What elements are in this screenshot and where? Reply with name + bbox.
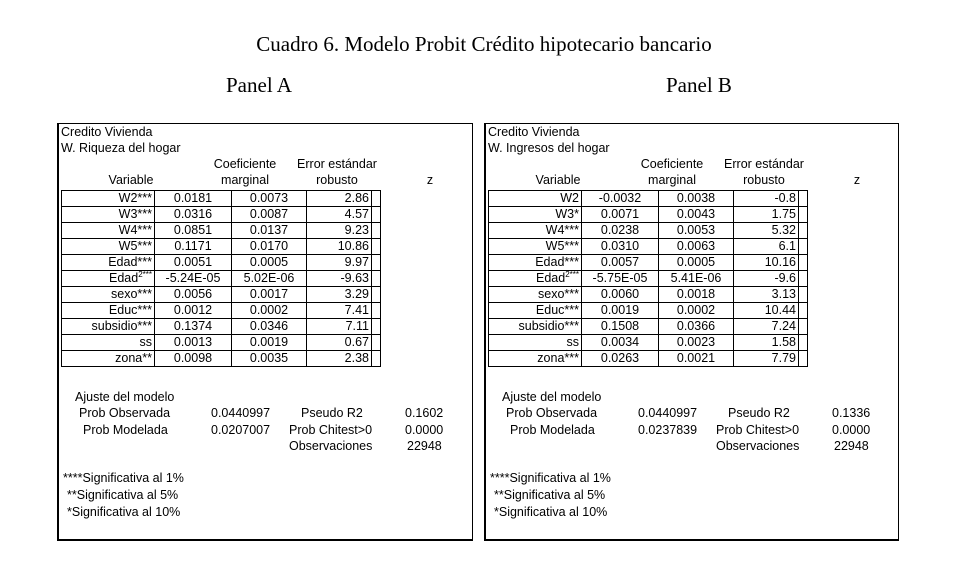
panel-header-title: Credito Vivienda [61,125,153,139]
fit-title: Ajuste del modelo [502,390,602,404]
variable-header: Variable [535,173,581,187]
note-1pct: ****Significativa al 1% [490,471,611,485]
table-row [62,351,381,367]
variable-cell: zona*** [489,351,582,367]
coef-cell: 0.0019 [582,303,659,319]
variable-cell: Edad$^{2***}$ [489,271,582,287]
err-cell: 0.0019 [232,335,307,351]
spacer-cell [799,319,808,335]
variable-cell: W2 [489,191,582,207]
coef-cell: 0.0310 [582,239,659,255]
err-cell: 0.0018 [659,287,734,303]
err-cell: 0.0035 [232,351,307,367]
table-row [62,255,381,271]
variable-cell: Educ*** [489,303,582,319]
prob-modeled-label: Prob Modelada [83,423,168,437]
note-5pct: **Significativa al 5% [494,488,606,502]
variable-cell: Edad*** [62,255,155,271]
observations-value: 22948 [407,439,442,453]
panel-a-label: Panel A [226,73,292,97]
note-10pct: *Significativa al 10% [67,505,181,519]
spacer-cell [372,191,381,207]
spacer-cell [799,303,808,319]
coef-header: Coeficiente marginal [213,157,277,187]
variable-cell: subsidio*** [489,319,582,335]
err-cell: 0.0170 [232,239,307,255]
coef-cell: 0.0316 [155,207,232,223]
observations-label: Observaciones [289,439,373,453]
spacer-cell [799,335,808,351]
err-cell: 0.0002 [232,303,307,319]
coef-cell: -5.24E-05 [155,271,232,287]
spacer-cell [372,335,381,351]
spacer-cell [799,351,808,367]
spacer-cell [799,207,808,223]
variable-cell: W5*** [489,239,582,255]
page-title: Cuadro 6. Modelo Probit Crédito hipotecario bancario [256,32,712,56]
spacer-cell [372,287,381,303]
table-row [489,191,808,207]
z-header: z [853,173,861,187]
table-row [489,271,808,287]
coef-header: Coeficiente marginal [640,157,704,187]
table-row [489,303,808,319]
spacer-cell [372,271,381,287]
coef-cell: 0.1508 [582,319,659,335]
variable-cell: subsidio*** [62,319,155,335]
fit-title: Ajuste del modelo [75,390,175,404]
pseudo-r2-label: Pseudo R2 [728,406,790,420]
err-cell: 5.02E-06 [232,271,307,287]
variable-cell: W2*** [62,191,155,207]
err-cell: 0.0038 [659,191,734,207]
err-cell: 0.0366 [659,319,734,335]
table-row [489,335,808,351]
err-cell: 0.0005 [659,255,734,271]
spacer-cell [799,255,808,271]
z-cell: 7.41 [307,303,372,319]
table-row [489,287,808,303]
z-cell: 7.11 [307,319,372,335]
pseudo-r2-label: Pseudo R2 [301,406,363,420]
variable-cell: zona** [62,351,155,367]
coef-cell: 0.0263 [582,351,659,367]
z-cell: -0.8 [734,191,799,207]
variable-cell: sexo*** [62,287,155,303]
coef-cell: 0.0056 [155,287,232,303]
prob-modeled-label: Prob Modelada [510,423,595,437]
err-header: Error estándar robusto [724,157,804,187]
z-cell: -9.63 [307,271,372,287]
panel-header-title: Credito Vivienda [488,125,580,139]
coefficients-table [488,190,808,367]
prob-observed-label: Prob Observada [79,406,171,420]
prob-observed-label: Prob Observada [506,406,598,420]
table-row [62,335,381,351]
z-cell: 7.24 [734,319,799,335]
table-row [62,223,381,239]
table-row [62,239,381,255]
spacer-cell [372,255,381,271]
chitest-value: 0.0000 [832,423,871,437]
z-cell: 9.97 [307,255,372,271]
panel-b [484,123,899,541]
exponent: 2*** [138,269,152,279]
z-cell: 1.58 [734,335,799,351]
coef-cell: 0.0851 [155,223,232,239]
z-cell: 6.1 [734,239,799,255]
z-cell: 10.86 [307,239,372,255]
z-cell: 0.67 [307,335,372,351]
table-row [62,319,381,335]
z-cell: 4.57 [307,207,372,223]
z-cell: 1.75 [734,207,799,223]
pseudo-r2-value: 0.1602 [405,406,444,420]
err-cell: 0.0087 [232,207,307,223]
chitest-label: Prob Chitest>0 [289,423,373,437]
variable-cell: ss [62,335,155,351]
prob-modeled-value: 0.0207007 [211,423,271,437]
z-cell: 3.29 [307,287,372,303]
observations-value: 22948 [834,439,869,453]
variable-cell: W5*** [62,239,155,255]
variable-cell: ss [489,335,582,351]
panel-header-subtitle: W. Riqueza del hogar [61,141,181,155]
table-row [489,239,808,255]
spacer-cell [799,287,808,303]
coef-cell: 0.0071 [582,207,659,223]
table-row [489,255,808,271]
table-row [489,351,808,367]
coef-cell: 0.1171 [155,239,232,255]
coef-cell: 0.0181 [155,191,232,207]
z-cell: 7.79 [734,351,799,367]
note-5pct: **Significativa al 5% [67,488,179,502]
z-cell: 10.44 [734,303,799,319]
z-cell: 5.32 [734,223,799,239]
err-cell: 0.0346 [232,319,307,335]
coef-cell: 0.0057 [582,255,659,271]
variable-header: Variable [108,173,154,187]
spacer-cell [799,191,808,207]
table-row [62,287,381,303]
observations-label: Observaciones [716,439,800,453]
chitest-value: 0.0000 [405,423,444,437]
variable-cell: sexo*** [489,287,582,303]
table-row [62,271,381,287]
panel-header-subtitle: W. Ingresos del hogar [488,141,610,155]
variable-cell: W4*** [62,223,155,239]
pseudo-r2-value: 0.1336 [832,406,871,420]
coef-cell: -0.0032 [582,191,659,207]
err-cell: 0.0063 [659,239,734,255]
spacer-cell [799,239,808,255]
prob-observed-value: 0.0440997 [211,406,271,420]
err-cell: 0.0053 [659,223,734,239]
spacer-cell [799,271,808,287]
err-cell: 0.0021 [659,351,734,367]
table-row [62,207,381,223]
note-10pct: *Significativa al 10% [494,505,608,519]
variable-cell: W3*** [62,207,155,223]
spacer-cell [372,351,381,367]
coefficients-table [61,190,381,367]
note-1pct: ****Significativa al 1% [63,471,184,485]
z-header: z [426,173,434,187]
panel-a [57,123,473,541]
prob-observed-value: 0.0440997 [638,406,698,420]
spacer-cell [372,303,381,319]
coef-cell: -5.75E-05 [582,271,659,287]
err-cell: 0.0002 [659,303,734,319]
spacer-cell [372,319,381,335]
err-header: Error estándar robusto [297,157,377,187]
coef-cell: 0.0013 [155,335,232,351]
panel-b-label: Panel B [666,73,732,97]
err-cell: 0.0005 [232,255,307,271]
coef-cell: 0.0098 [155,351,232,367]
table-row [489,223,808,239]
variable-cell: Edad$^{2***}$ [62,271,155,287]
err-cell: 0.0073 [232,191,307,207]
coef-cell: 0.0060 [582,287,659,303]
table-row [489,319,808,335]
z-cell: 3.13 [734,287,799,303]
table-row [489,207,808,223]
coef-cell: 0.0051 [155,255,232,271]
spacer-cell [799,223,808,239]
prob-modeled-value: 0.0237839 [638,423,698,437]
coef-cell: 0.1374 [155,319,232,335]
chitest-label: Prob Chitest>0 [716,423,800,437]
z-cell: 9.23 [307,223,372,239]
spacer-cell [372,239,381,255]
spacer-cell [372,223,381,239]
err-cell: 5.41E-06 [659,271,734,287]
z-cell: 10.16 [734,255,799,271]
err-cell: 0.0043 [659,207,734,223]
err-cell: 0.0017 [232,287,307,303]
variable-cell: W3* [489,207,582,223]
err-cell: 0.0023 [659,335,734,351]
variable-cell: W4*** [489,223,582,239]
variable-cell: Educ*** [62,303,155,319]
z-cell: -9.6 [734,271,799,287]
exponent: 2*** [565,269,579,279]
err-cell: 0.0137 [232,223,307,239]
coef-cell: 0.0012 [155,303,232,319]
z-cell: 2.86 [307,191,372,207]
table-row [62,191,381,207]
z-cell: 2.38 [307,351,372,367]
coef-cell: 0.0238 [582,223,659,239]
spacer-cell [372,207,381,223]
coef-cell: 0.0034 [582,335,659,351]
table-row [62,303,381,319]
variable-cell: Edad*** [489,255,582,271]
